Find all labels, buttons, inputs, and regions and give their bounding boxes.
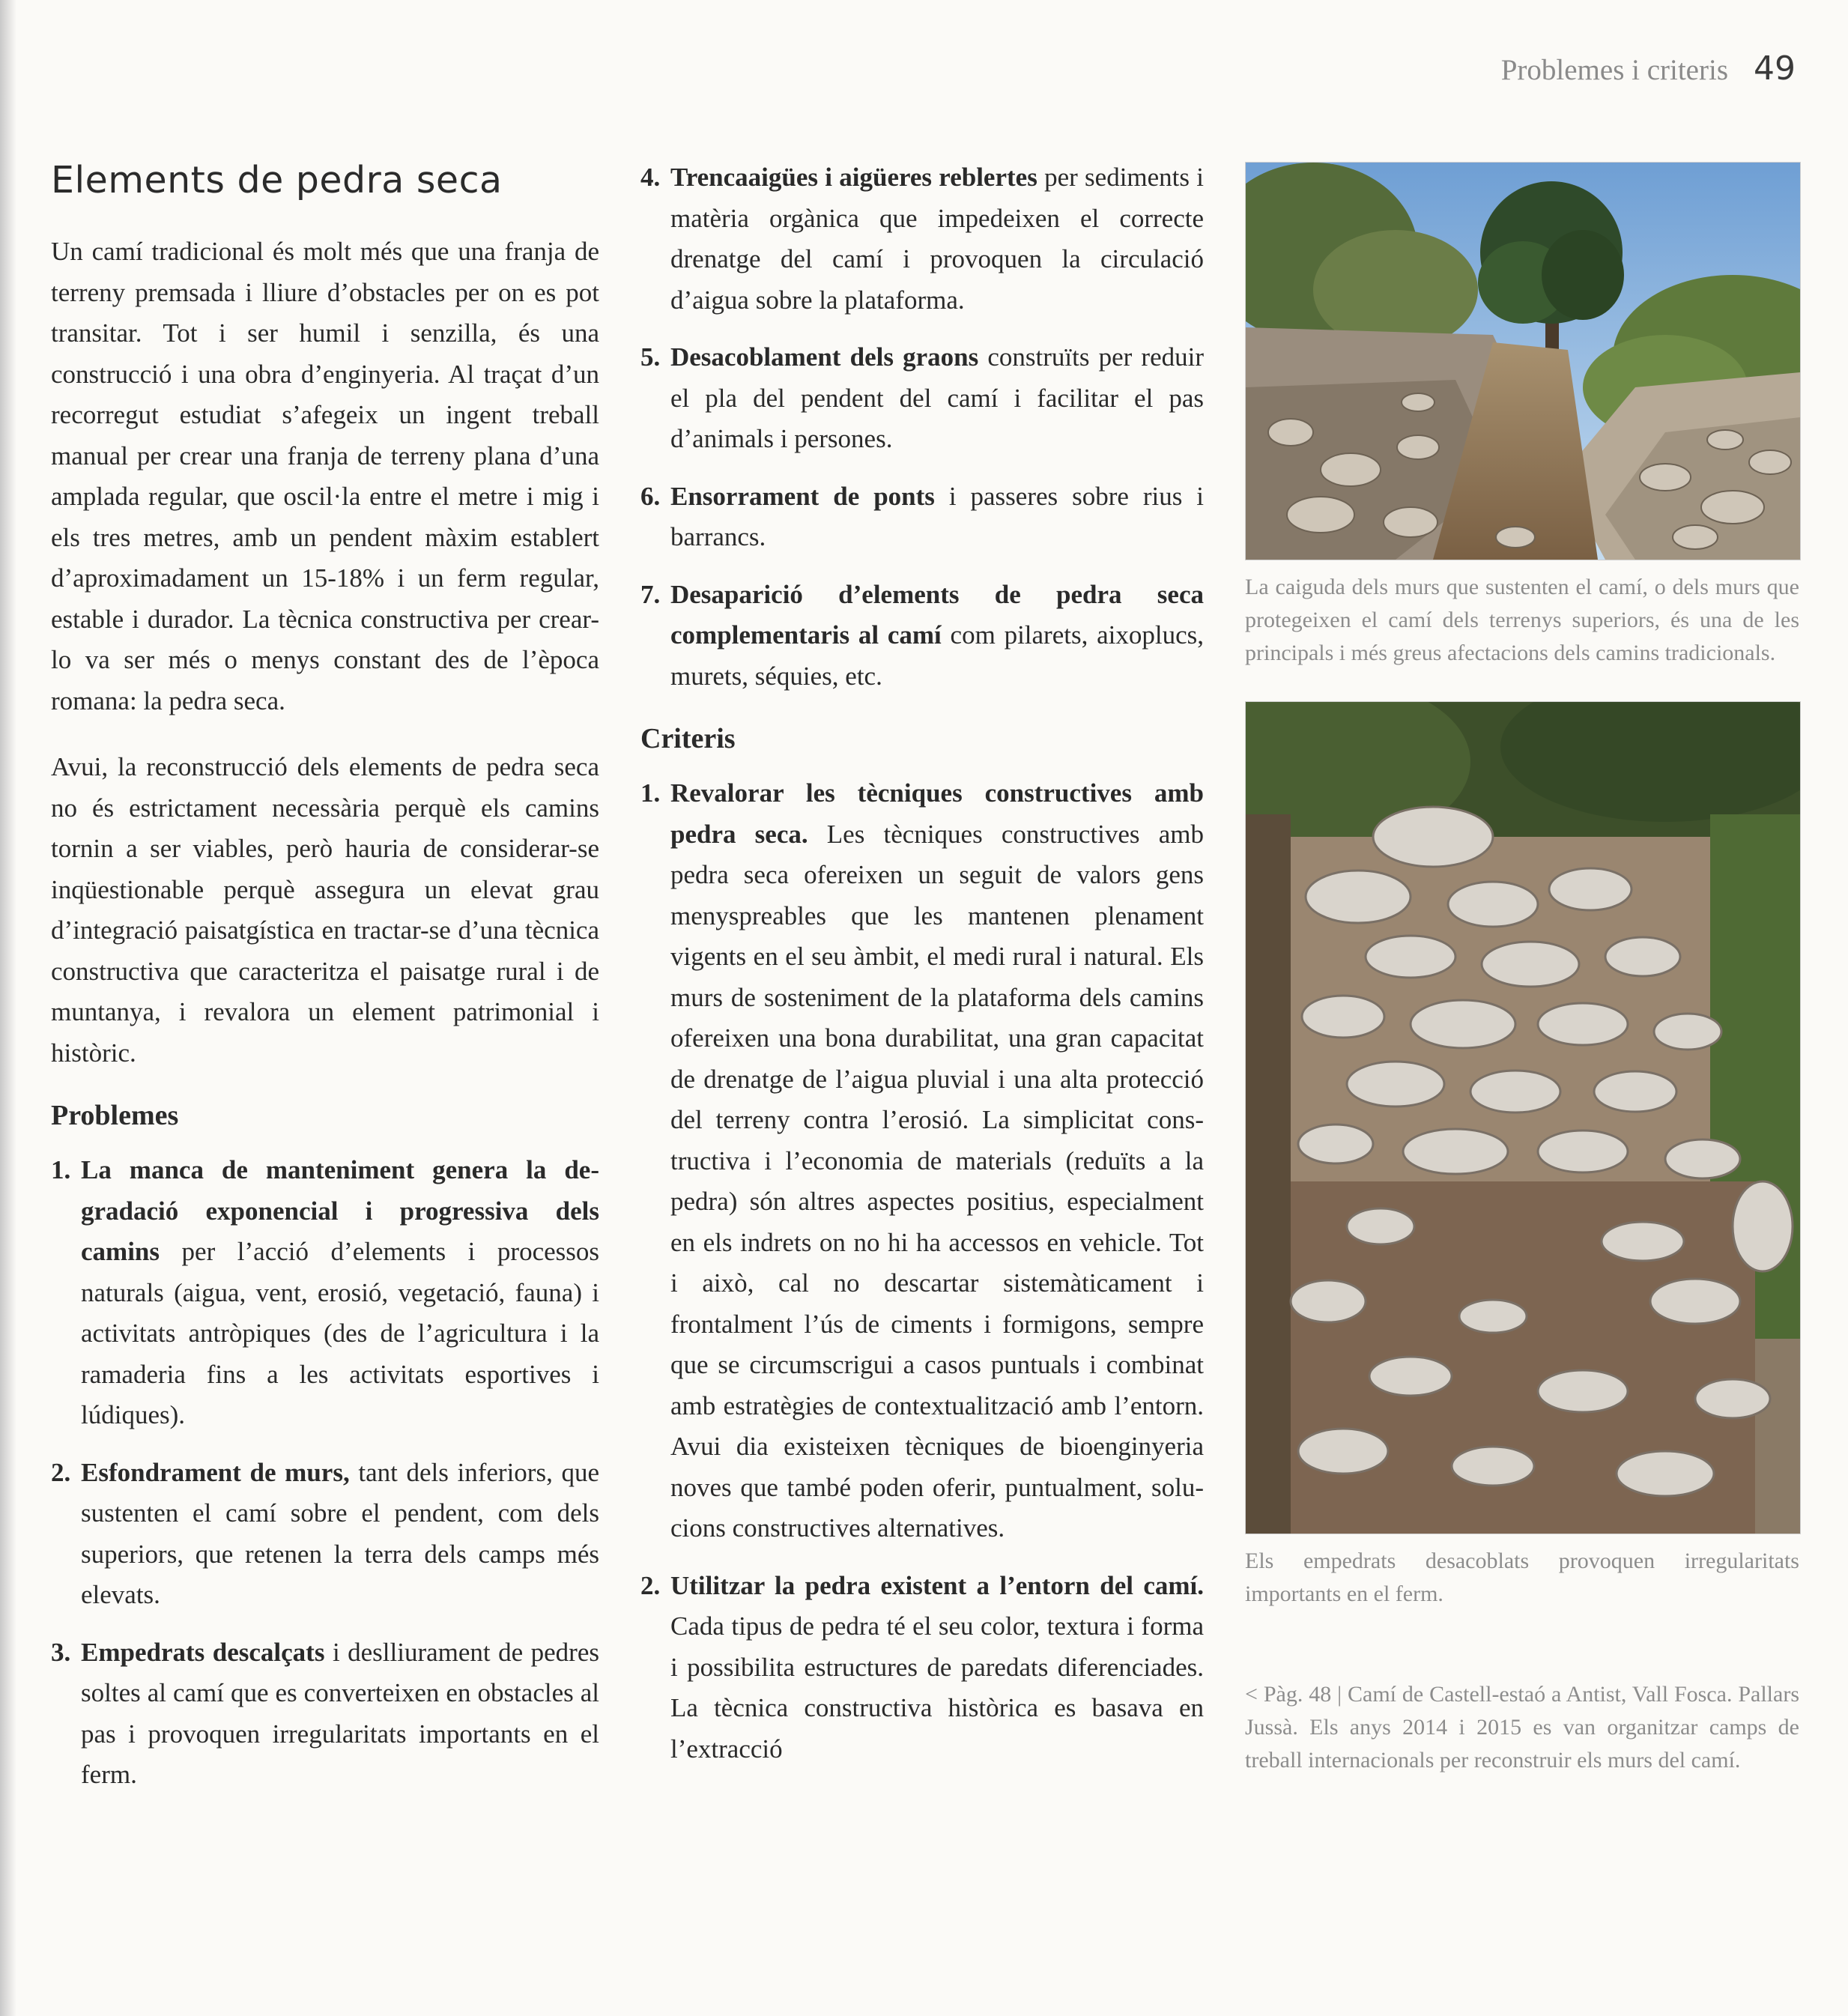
photo-loose-paving xyxy=(1245,701,1801,1534)
list-item xyxy=(640,476,1204,558)
list-item xyxy=(640,1566,1204,1770)
item-text: Les tècniques constructives amb pedra seca ofereixen un seguit de valors gens menyspreables que les mantenen plenament vigents en el seu àmbit, el medi rural i natural. Els murs de sosteniment de la plataforma dels camins ofereixen una bona durabilitat, una gran capacitat de drenatge de l’aigua pluvial i una alta protecció del terreny contra l’erosió. La simplicitat constructiva i l’economia de materials (reduïts a la pedra) són altres aspectes positius, especialment en els indrets on no hi ha accessos en vehicle. Tot i això, cal no descartar sistemàticament i frontalment l’ús de ciments i formigons, sempre que se circumscrigui a casos puntuals i combinat amb estratègies de contextualització amb l’entorn. Avui dia existeixen tècniques de bioenginyeria noves que també poden oferir, puntualment, solucions constructives alternatives. xyxy=(670,819,1204,1543)
photo-loose-paving-image xyxy=(1246,702,1800,1534)
section-title: Elements de pedra seca xyxy=(51,159,503,202)
intro-paragraph-2: Avui, la reconstrucció dels elements de pedra seca no és estrictament necessària perquè els camins tornin a ser viables, però hauria de considerar-se inqüestionable perquè assegura un elevat grau d’integració paisatgística en tractar-se d’una tècnica constructiva que caracteritza el paisatge rural i de muntanya, i revalora un element patrimonial i històric. xyxy=(51,752,599,1068)
item-text: tant dels inferiors, que sustenten el camí sobre el pendent, com dels superiors, que retenen la terra dels camps més elevats. xyxy=(81,1457,599,1609)
list-item xyxy=(51,1150,599,1436)
running-head xyxy=(1501,49,1796,88)
item-number: 2. xyxy=(51,1457,71,1487)
photo-collapsed-walls-image xyxy=(1246,163,1800,560)
middle-column xyxy=(640,157,1204,1786)
photo-collapsed-walls xyxy=(1245,162,1801,560)
item-text: com pilarets, aixoplucs, murets, séquies, etc. xyxy=(670,620,1204,691)
criteria-list xyxy=(640,773,1204,1770)
item-number: 1. xyxy=(51,1155,71,1184)
item-text: i deslliurament de pedres soltes al camí que es converteixen en obstacles al pas i provoquen irregularitats importants en el ferm. xyxy=(81,1637,599,1789)
item-number: 7. xyxy=(640,579,661,609)
item-lead: Desaparició d’elements de pedra seca complementaris al camí xyxy=(670,579,1204,650)
criteris-heading: Criteris xyxy=(640,723,736,754)
item-text: i passeres sobre rius i barrancs. xyxy=(670,481,1204,551)
photo-caption-2: Els empedrats desacoblats provoquen irregularitats importants en el ferm. xyxy=(1245,1549,1799,1606)
item-text: per sediments i matèria orgànica que impedeixen el correcte drenatge del camí i provoquen la circulació d’aigua sobre la plataforma. xyxy=(670,163,1204,315)
list-item xyxy=(51,1453,599,1616)
problemes-heading: Problemes xyxy=(51,1100,179,1131)
item-lead: Desacoblament dels graons xyxy=(670,342,979,372)
item-number: 6. xyxy=(640,481,661,511)
list-item xyxy=(640,773,1204,1549)
page-number: 49 xyxy=(1754,49,1796,88)
item-lead: Revalorar les tècniques constructives amb pedra seca. xyxy=(670,778,1204,849)
left-column xyxy=(51,159,599,1812)
item-lead: Ensorrament de ponts xyxy=(670,481,935,511)
photo-caption-1: La caiguda dels murs que sustenten el camí, o dels murs que protegeixen el camí dels terrenys superiors, és una de les principals i més greus afectacions dels camins tradicionals. xyxy=(1245,575,1799,665)
item-number: 2. xyxy=(640,1570,661,1600)
item-lead: Esfondrament de murs, xyxy=(81,1457,350,1487)
problems-list-middle xyxy=(640,157,1204,697)
item-number: 5. xyxy=(640,342,661,372)
item-lead: La manca de manteniment genera la degradació exponencial i progressiva dels camins xyxy=(81,1155,599,1266)
item-number: 1. xyxy=(640,778,661,808)
item-lead: Empedrats descalçats xyxy=(81,1637,325,1667)
item-text: construïts per reduir el pla del pendent del camí i facilitar el pas d’animals i persones. xyxy=(670,342,1204,453)
list-item xyxy=(640,157,1204,321)
list-item xyxy=(51,1632,599,1796)
item-number: 3. xyxy=(51,1637,71,1667)
item-text: Cada tipus de pedra té el seu color, textura i forma i possibilita estructures de paredats diferenciades. La tècnica constructiva històrica es basava en l’extracció xyxy=(670,1611,1204,1764)
list-item xyxy=(640,337,1204,460)
problems-list-left xyxy=(51,1150,599,1796)
facing-page-note: < Pàg. 48 | Camí de Castell-estaó a Antist, Vall Fosca. Pallars Jussà. Els anys 2014 i 2015 es van organitzar camps de treball internacionals per reconstruir els murs del camí. xyxy=(1245,1682,1799,1773)
running-title: Problemes i criteris xyxy=(1500,54,1728,86)
page-gutter-shadow xyxy=(0,0,16,2016)
right-column xyxy=(1245,162,1799,1777)
intro-paragraph-1: Un camí tradicional és molt més que una franja de terreny premsada i lliure d’obstacles per on es pot transitar. Tot i ser humil i senzilla, és una construcció i una obra d’enginyeria. Al traçat d’un recorregut estudiat s’afegeix un ingent treball manual per crear una franja de terreny plana d’una amplada regular, que oscil·la entre el metre i mig i els tres metres, amb un pendent màxim establert d’aproximadament un 15-18% i un ferm regular, estable i durador. La tècnica constructiva per crear-lo va ser més o menys constant des de l’època romana: la pedra seca. xyxy=(51,237,599,715)
item-lead: Trencaaigües i aigüeres reblertes xyxy=(670,163,1037,192)
item-number: 4. xyxy=(640,163,661,192)
list-item xyxy=(640,575,1204,697)
item-text: per l’acció d’elements i processos naturals (aigua, vent, erosió, vegetació, fauna) i activitats antròpiques (des de l’agricultura i la ramaderia fins a les activitats esportives i lúdiques). xyxy=(81,1237,599,1429)
item-lead: Utilitzar la pedra existent a l’entorn del camí. xyxy=(670,1570,1204,1600)
